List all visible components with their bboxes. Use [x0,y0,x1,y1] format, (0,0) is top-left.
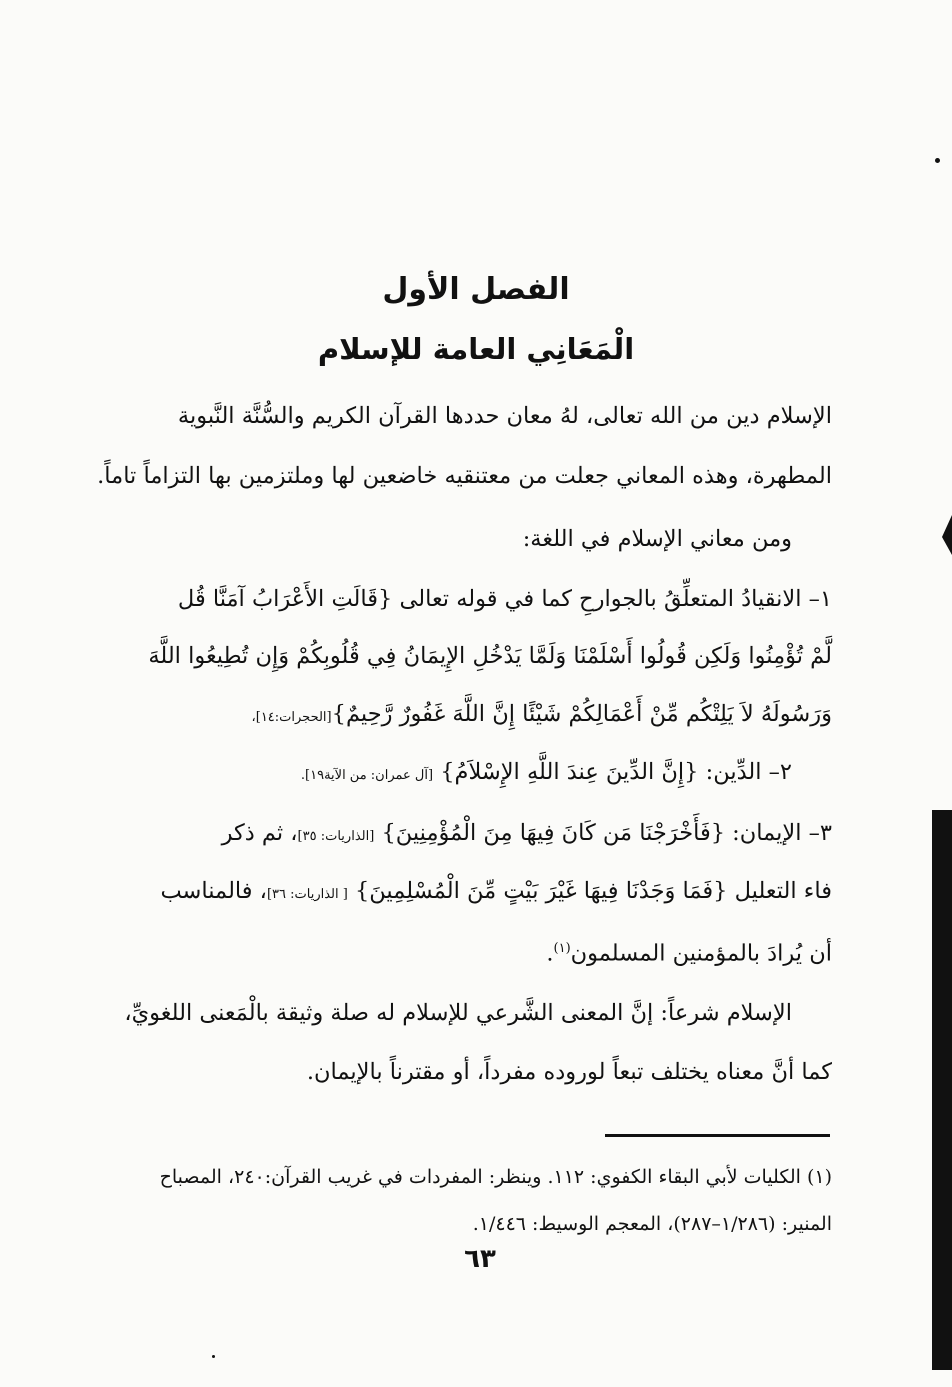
paragraph-line: المطهرة، وهذه المعاني جعلت من معتنقيه خاضعين لها وملتزمين بها التزاماً تاماً. [97,463,832,489]
scan-edge-mark [942,515,952,555]
verse-text: ٢– الدِّين: {إِنَّ الدِّينَ عِندَ اللَّهِ الإِسْلاَمُ} [440,759,792,785]
verse-reference: [آل عمران: من الآية١٩]. [300,768,434,783]
paragraph-line: لَّمْ تُؤْمِنُوا وَلَكِن قُولُوا أَسْلَمْنَا وَلَمَّا يَدْخُلِ الإِيمَانُ فِي قُلُوبِكُمْ وَإِن تُطِيعُوا اللَّهَ [148,643,832,669]
verse-text: وَرَسُولَهُ لاَ يَلِتْكُم مِّنْ أَعْمَالِكُمْ شَيْئًا إِنَّ اللَّهَ غَفُورٌ رَّحِيمٌ} [331,701,832,727]
line-end: ، ثم ذكر [221,820,298,846]
paragraph-line [120,804,832,866]
paragraph-line: كما أنَّ معناه يختلف تبعاً لوروده مفرداً، أو مقترناً بالإيمان. [306,1059,832,1085]
paragraph-line: الإسلام شرعاً: إنَّ المعنى الشَّرعي للإسلام له صلة وثيقة بالْمَعنى اللغويِّ، [124,1000,792,1026]
footnote-separator [605,1134,830,1137]
footnote-line: (١) الكليات لأبي البقاء الكفوي: ١١٢. وينظر: المفردات في غريب القرآن:٢٤٠، المصباح [159,1166,832,1188]
sentence-text: أن يُرادَ بالمؤمنين المسلمون [570,940,832,967]
paragraph-line [120,862,832,924]
scan-speck [935,158,940,163]
verse-text: فاء التعليل {فَمَا وَجَدْنَا فِيهَا غَيْرَ بَيْتٍ مِّنَ الْمُسْلِمِينَ} [354,878,832,904]
paragraph-line: ومن معاني الإسلام في اللغة: [522,526,792,552]
footnote-line: المنير: (١/٢٨٦–٢٨٧)، المعجم الوسيط: ١/٤٤٦. [472,1213,832,1235]
verse-text: ٣– الإيمان: {فَأَخْرَجْنَا مَن كَانَ فِيهَا مِنَ الْمُؤْمِنِينَ} [381,820,832,846]
paragraph-line [120,743,832,805]
section-title: الْمَعَانِي العامة للإسلام [317,332,635,366]
body-text [97,0,832,1120]
sentence-end: . [546,940,554,967]
paragraph-line [120,685,832,747]
paragraph-line [120,920,832,983]
paragraph-line: ١– الانقيادُ المتعلِّقُ بالجوارحِ كما في قوله تعالى {قَالَتِ الأَعْرَابُ آمَنَّا قُل [177,586,832,612]
verse-reference: [الذاريات: ٣٥] [297,829,375,844]
verse-reference: [الحجرات:١٤]، [251,710,332,725]
paragraph-line: الإسلام دين من الله تعالى، لهُ معان حددها القرآن الكريم والسُّنَّة النَّبوية [177,403,832,429]
verse-reference: [ الذاريات: ٣٦] [266,887,348,902]
page-number: ٦٣ [464,1244,496,1274]
scan-speck [212,1355,215,1358]
line-end: ، فالمناسب [160,878,267,904]
footnote-marker: (١) [553,941,571,956]
chapter-title: الفصل الأول [382,272,570,307]
scan-edge-shadow [932,810,952,1370]
